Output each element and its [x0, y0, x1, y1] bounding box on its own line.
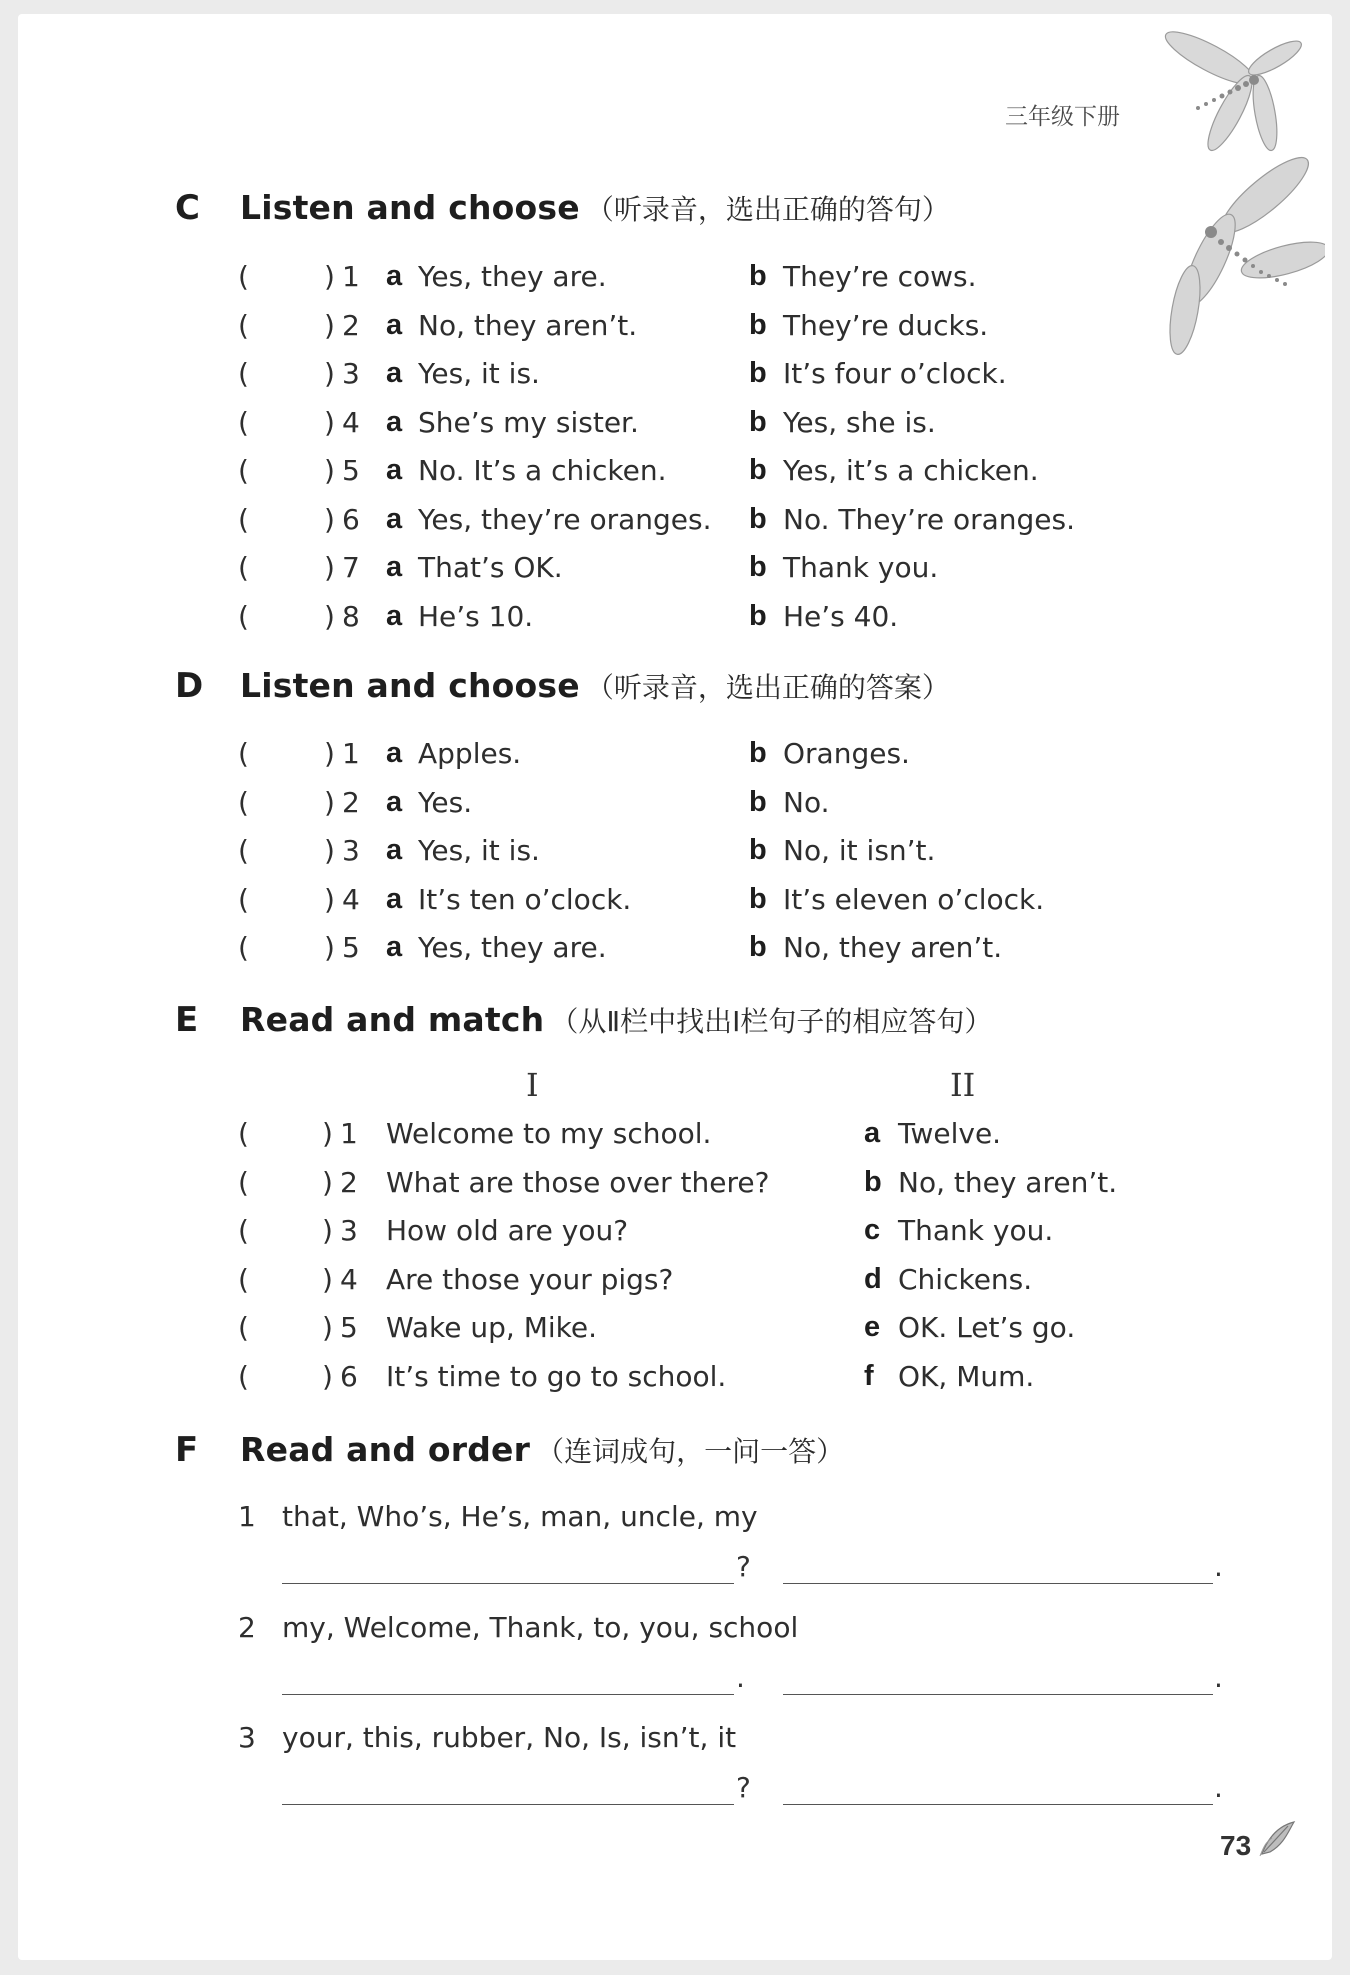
answer-bracket-close: ) — [324, 785, 335, 819]
answer-blank[interactable] — [252, 357, 320, 393]
question-number: 5 — [342, 454, 360, 487]
answer-bracket-open: ( — [238, 882, 249, 916]
option-a-letter: a — [386, 599, 403, 632]
question-row — [238, 931, 1138, 971]
question-number: 3 — [342, 834, 360, 867]
answer-blank[interactable] — [252, 1117, 318, 1153]
option-a-text: No, they aren’t. — [418, 308, 638, 342]
option-a-letter: a — [386, 785, 403, 818]
option-a-letter: a — [386, 931, 403, 963]
answer-text: OK. Let’s go. — [898, 1311, 1076, 1345]
section-title-cn: （连词成句，一问一答） — [536, 1435, 845, 1468]
answer-bracket-close: ) — [324, 599, 335, 633]
answer-blank[interactable] — [252, 931, 320, 967]
question-number: 2 — [342, 308, 360, 342]
answer-bracket-open: ( — [238, 260, 249, 293]
section-title-cn: （听录音，选出正确的答案） — [585, 671, 950, 704]
answer-bracket-close: ) — [322, 1165, 333, 1199]
item-number: 1 — [238, 1500, 256, 1533]
section-title-en: Listen and choose — [240, 188, 580, 227]
question-punctuation: . — [736, 1661, 745, 1694]
question-text: It’s time to go to school. — [386, 1360, 727, 1393]
question-number: 3 — [340, 1214, 358, 1248]
question-number: 8 — [342, 599, 360, 633]
answer-bracket-close: ) — [324, 931, 335, 964]
answer-text: No, they aren’t. — [898, 1165, 1118, 1199]
section-title-en: Read and match — [240, 1000, 545, 1039]
option-b-letter: b — [749, 502, 767, 535]
option-a-text: Yes, it is. — [418, 357, 540, 390]
option-a-text: He’s 10. — [418, 599, 534, 633]
item-number: 2 — [238, 1611, 256, 1644]
question-punctuation: ? — [736, 1771, 751, 1804]
answer-bracket-close: ) — [324, 405, 335, 439]
question-number: 1 — [340, 1117, 358, 1150]
answer-text: Thank you. — [898, 1214, 1054, 1248]
option-b-letter: b — [749, 931, 767, 963]
answer-letter: c — [864, 1214, 881, 1247]
option-b-text: He’s 40. — [783, 599, 899, 633]
option-a-letter: a — [386, 551, 403, 583]
answer-letter: e — [864, 1311, 881, 1344]
match-row — [238, 1360, 1138, 1400]
answer-bracket-open: ( — [238, 405, 249, 439]
reply-answer-line[interactable] — [783, 1803, 1213, 1805]
answer-blank[interactable] — [252, 1311, 318, 1347]
option-b-letter: b — [749, 308, 767, 341]
match-row — [238, 1263, 1138, 1303]
word-list: my, Welcome, Thank, to, you, school — [282, 1611, 799, 1644]
option-b-text: It’s four o’clock. — [783, 357, 1007, 390]
option-b-letter: b — [749, 260, 767, 292]
answer-bracket-open: ( — [238, 308, 249, 342]
section-title-cn: （听录音，选出正确的答句） — [585, 193, 950, 226]
question-number: 5 — [340, 1311, 358, 1345]
question-number: 7 — [342, 551, 360, 584]
option-a-text: Yes. — [418, 785, 473, 819]
option-a-letter: a — [386, 502, 403, 535]
option-a-letter: a — [386, 834, 403, 866]
section-letter: C — [175, 188, 200, 228]
option-b-text: No. They’re oranges. — [783, 502, 1075, 536]
answer-blank[interactable] — [252, 1263, 318, 1299]
option-a-text: Yes, it is. — [418, 834, 540, 867]
leaf-icon — [1258, 1818, 1298, 1858]
question-row — [238, 551, 1138, 591]
section-letter: F — [175, 1430, 199, 1470]
question-number: 4 — [340, 1262, 358, 1296]
option-b-letter: b — [749, 551, 767, 583]
option-a-text: Apples. — [418, 737, 522, 770]
dragonfly-icon — [1150, 18, 1310, 158]
option-a-letter: a — [386, 737, 403, 769]
word-list: your, this, rubber, No, Is, isn’t, it — [282, 1721, 737, 1754]
answer-bracket-open: ( — [238, 1262, 249, 1296]
question-text: How old are you? — [386, 1214, 629, 1248]
option-b-text: They’re cows. — [783, 260, 977, 293]
question-row — [238, 883, 1138, 923]
answer-blank[interactable] — [252, 503, 320, 539]
reply-punctuation: . — [1214, 1661, 1223, 1694]
option-a-letter: a — [386, 882, 403, 915]
answer-bracket-open: ( — [238, 551, 249, 584]
question-number: 5 — [342, 931, 360, 964]
question-answer-line[interactable] — [282, 1693, 734, 1695]
option-b-letter: b — [749, 454, 767, 486]
answer-blank[interactable] — [252, 551, 320, 587]
column-header-i: I — [526, 1066, 539, 1104]
dragonfly-icon — [1145, 150, 1325, 360]
option-a-text: It’s ten o’clock. — [418, 882, 632, 916]
answer-bracket-close: ) — [324, 308, 335, 342]
answer-text: Chickens. — [898, 1262, 1033, 1296]
answer-blank[interactable] — [252, 883, 320, 919]
option-a-letter: a — [386, 260, 403, 292]
answer-blank[interactable] — [252, 1214, 318, 1250]
section-title — [240, 1430, 844, 1470]
answer-bracket-open: ( — [238, 502, 249, 536]
answer-bracket-open: ( — [238, 357, 249, 390]
question-row — [238, 600, 1138, 640]
answer-letter: a — [864, 1117, 881, 1149]
option-b-letter: b — [749, 785, 767, 818]
option-b-text: Oranges. — [783, 737, 910, 770]
option-b-text: No, they aren’t. — [783, 931, 1003, 964]
question-row — [238, 260, 1138, 300]
question-text: Welcome to my school. — [386, 1117, 712, 1150]
option-a-letter: a — [386, 405, 403, 438]
answer-blank[interactable] — [252, 1166, 318, 1202]
question-row — [238, 503, 1138, 543]
option-b-text: It’s eleven o’clock. — [783, 882, 1045, 916]
workbook-page — [18, 14, 1332, 1960]
answer-blank[interactable] — [252, 260, 320, 296]
question-number: 3 — [342, 357, 360, 390]
reply-punctuation: . — [1214, 1550, 1223, 1583]
section-title — [240, 188, 950, 228]
page-number: 73 — [1220, 1830, 1252, 1861]
match-row — [238, 1117, 1138, 1157]
answer-text: Twelve. — [898, 1117, 1002, 1150]
answer-bracket-close: ) — [322, 1117, 333, 1150]
option-b-text: Yes, it’s a chicken. — [783, 454, 1039, 487]
question-answer-line[interactable] — [282, 1582, 734, 1584]
question-row — [238, 834, 1138, 874]
section-title-en: Listen and choose — [240, 666, 580, 705]
option-a-text: No. It’s a chicken. — [418, 454, 667, 487]
order-item — [238, 1721, 938, 1761]
option-b-text: No, it isn’t. — [783, 834, 936, 867]
answer-bracket-close: ) — [322, 1311, 333, 1345]
option-b-letter: b — [749, 599, 767, 632]
item-number: 3 — [238, 1721, 256, 1754]
answer-bracket-open: ( — [238, 931, 249, 964]
section-title-cn: （从Ⅱ栏中找出Ⅰ栏句子的相应答句） — [550, 1005, 993, 1038]
answer-blank[interactable] — [252, 406, 320, 442]
answer-bracket-close: ) — [324, 260, 335, 293]
option-b-text: No. — [783, 785, 830, 819]
column-header-ii: II — [950, 1066, 976, 1104]
section-letter: E — [175, 1000, 199, 1040]
answer-bracket-close: ) — [324, 737, 335, 770]
match-row — [238, 1166, 1138, 1206]
answer-bracket-close: ) — [324, 502, 335, 536]
section-title-en: Read and order — [240, 1430, 531, 1469]
section-letter: D — [175, 666, 204, 706]
answer-bracket-open: ( — [238, 785, 249, 819]
answer-letter: d — [864, 1262, 882, 1295]
order-item — [238, 1500, 938, 1540]
word-list: that, Who’s, He’s, man, uncle, my — [282, 1500, 758, 1533]
question-row — [238, 454, 1138, 494]
answer-text: OK, Mum. — [898, 1360, 1035, 1393]
question-number: 1 — [342, 260, 360, 293]
option-a-text: That’s OK. — [418, 551, 563, 584]
question-text: What are those over there? — [386, 1165, 770, 1199]
question-row — [238, 406, 1138, 446]
answer-blank[interactable] — [252, 309, 320, 345]
answer-bracket-open: ( — [238, 1214, 249, 1248]
question-text: Wake up, Mike. — [386, 1311, 597, 1345]
answer-bracket-close: ) — [324, 551, 335, 584]
option-a-text: Yes, they’re oranges. — [418, 502, 712, 536]
option-b-letter: b — [749, 882, 767, 915]
answer-blank[interactable] — [252, 454, 320, 490]
option-b-letter: b — [749, 357, 767, 389]
answer-bracket-close: ) — [324, 882, 335, 916]
answer-blank[interactable] — [252, 737, 320, 773]
question-number: 2 — [340, 1165, 358, 1199]
question-number: 6 — [340, 1360, 358, 1393]
match-row — [238, 1311, 1138, 1351]
question-number: 2 — [342, 785, 360, 819]
option-b-letter: b — [749, 737, 767, 769]
option-a-text: She’s my sister. — [418, 405, 639, 439]
question-row — [238, 786, 1138, 826]
option-a-text: Yes, they are. — [418, 260, 607, 293]
answer-bracket-close: ) — [324, 454, 335, 487]
match-row — [238, 1214, 1138, 1254]
option-b-text: Yes, she is. — [783, 405, 936, 439]
answer-blank[interactable] — [252, 834, 320, 870]
reply-answer-line[interactable] — [783, 1582, 1213, 1584]
reply-punctuation: . — [1214, 1771, 1223, 1804]
answer-letter: b — [864, 1165, 882, 1198]
answer-bracket-close: ) — [322, 1360, 333, 1393]
option-a-text: Yes, they are. — [418, 931, 607, 964]
answer-bracket-open: ( — [238, 454, 249, 487]
answer-blank[interactable] — [252, 600, 320, 636]
answer-bracket-open: ( — [238, 1311, 249, 1345]
question-answer-line[interactable] — [282, 1803, 734, 1805]
question-row — [238, 357, 1138, 397]
answer-bracket-close: ) — [322, 1262, 333, 1296]
answer-bracket-open: ( — [238, 1117, 249, 1150]
answer-bracket-open: ( — [238, 1165, 249, 1199]
section-title — [240, 1000, 992, 1040]
option-b-letter: b — [749, 834, 767, 866]
option-a-letter: a — [386, 454, 403, 486]
answer-bracket-open: ( — [238, 737, 249, 770]
option-b-text: They’re ducks. — [783, 308, 989, 342]
answer-blank[interactable] — [252, 1360, 318, 1396]
answer-blank[interactable] — [252, 786, 320, 822]
option-a-letter: a — [386, 308, 403, 341]
question-text: Are those your pigs? — [386, 1262, 674, 1296]
order-item — [238, 1611, 938, 1651]
section-title — [240, 666, 950, 706]
option-a-letter: a — [386, 357, 403, 389]
answer-bracket-close: ) — [322, 1214, 333, 1248]
question-number: 4 — [342, 405, 360, 439]
reply-answer-line[interactable] — [783, 1693, 1213, 1695]
question-number: 6 — [342, 502, 360, 536]
option-b-letter: b — [749, 405, 767, 438]
answer-bracket-open: ( — [238, 599, 249, 633]
option-b-text: Thank you. — [783, 551, 939, 584]
answer-bracket-close: ) — [324, 357, 335, 390]
answer-bracket-open: ( — [238, 834, 249, 867]
answer-letter: f — [864, 1360, 874, 1392]
question-number: 4 — [342, 882, 360, 916]
question-punctuation: ? — [736, 1550, 751, 1583]
question-row — [238, 737, 1138, 777]
answer-bracket-close: ) — [324, 834, 335, 867]
answer-bracket-open: ( — [238, 1360, 249, 1393]
question-row — [238, 309, 1138, 349]
question-number: 1 — [342, 737, 360, 770]
grade-label: 三年级下册 — [1005, 104, 1120, 130]
